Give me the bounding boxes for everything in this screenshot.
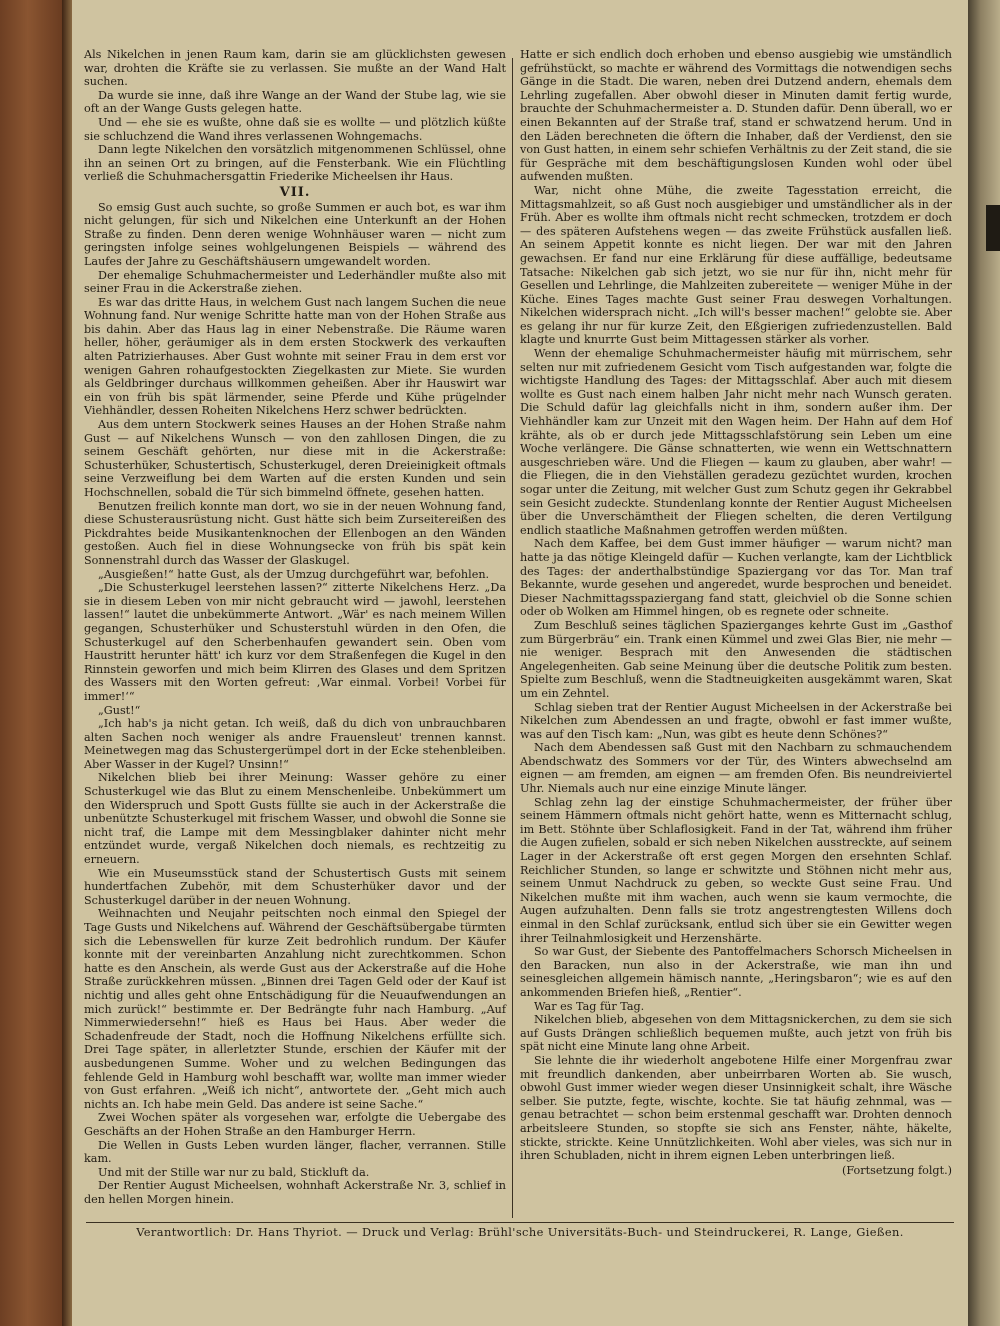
continuation-note: (Fortsetzung folgt.): [841, 1163, 952, 1177]
adjacent-page-print: [986, 205, 1000, 251]
paragraph: Es war das dritte Haus, in welchem Gust nach langem Suchen die neue Wohnung fand. Nur wenige Schritte hatte man von der Hohen Straße aus bis dahin. Aber das Haus lag in einer Nebenstraße. Die Räume waren heller, höher, geräumiger als in dem ersten Stockwerk des verkauften alten Patrizierhauses. Aber Gust wohnte mit seiner Frau in dem erst vor wenigen Gahren rohaufgestockten Ziegelkasten zur Miete. Sie wurden als Geldbringer durchaus willkommen geheißen. Aber ihr Hauswirt war ein von früh bis spät lärmender, seine Pferde und Kühe prügelnder Viehhändler, dessen Roheiten Nikelchens Herz schwer bedrückten.: [84, 295, 506, 418]
left-column: [84, 48, 506, 1206]
paragraph: „Die Schusterkugel leerstehen lassen?“ zitterte Nikelchens Herz. „Da sie in diesem Leben von mir nicht gebraucht wird — jawohl, leerstehen lassen!“ lautet die unbekümmerte Antwort. „Wär' es nach meinem Willen gegangen, Schusterhüker und Schusterstuhl würden in den Ofen, die Schusterkugel auf den Scherbenhaufen gewandert sein. Oben vom Haustritt herunter hätt' ich kurz vor dem Straßenfegen die Kugel in den Rinnstein geworfen und mich beim Klirren des Glases und dem Spritzen des Wassers mit den Worten gefreut: ‚War einmal. Vorbei! Vorbei für immer!‘“: [84, 581, 506, 703]
paragraph: Zwei Wochen später als vorgesehen war, erfolgte die Uebergabe des Geschäfts an der Hohen Straße an den Hamburger Herrn.: [84, 1111, 506, 1138]
paragraph: Schlag zehn lag der einstige Schuhmachermeister, der früher über seinem Hämmern oftmals nicht gehört hatte, wenn es Mitternacht schlug, im Bett. Stöhnte über Schlaflosigkeit. Fand in der Tat, während ihm früher die Augen zufielen, sobald er sich neben Nikelchen ausstreckte, auf seinem Lager in der Ackerstraße oft erst gegen Morgen den ersehnten Schlaf. Reichlicher Stunden, so lange er schwitzte und Stöhnen nicht mehr aus, seinem Unmut Nachdruck zu geben, so weckte Gust seine Frau. Und Nikelchen mußte mit ihm wachen, auch wenn sie kaum vermochte, die Augen aufzuhalten. Denn falls sie trotz angestrengtesten Willens doch einmal in den Schlaf zurücksank, entlud sich über sie ein Gewitter wegen ihrer Teilnahmlosigkeit und Herzenshärte.: [520, 795, 952, 945]
paragraph: Dann legte Nikelchen den vorsätzlich mitgenommenen Schlüssel, ohne ihn an seinen Ort zu bringen, auf die Fensterbank. Wie ein Flüchtling verließ die Schuhmachersgattin Friederike Micheelsen ihr Haus.: [84, 143, 506, 184]
paragraph: Nikelchen blieb bei ihrer Meinung: Wasser gehöre zu einer Schusterkugel wie das Blut zu einem Menschenleibe. Unbekümmert um den Widerspruch und Spott Gusts füllte sie auch in der Ackerstraße die unbenützte Schusterkugel mit frischem Wasser, und obwohl die Sonne sie nicht traf, die Lampe mit dem Messingblaker dahinter nicht mehr entzündet wurde, vergaß Nikelchen doch niemals, es rechtzeitig zu erneuern.: [84, 771, 506, 867]
paragraph: Nikelchen blieb, abgesehen von dem Mittagsnickerchen, zu dem sie sich auf Gusts Drängen schließlich bequemen mußte, auch jetzt von früh bis spät nicht eine Minute lang ohne Arbeit.: [520, 1013, 952, 1054]
book-binding: [0, 0, 62, 1326]
paragraph: War, nicht ohne Mühe, die zweite Tagesstation erreicht, die Mittagsmahlzeit, so aß Gust noch ausgiebiger und umständlicher als in der Früh. Aber es wollte ihm oftmals nicht recht schmecken, trotzdem er doch — des späteren Aufstehens wegen — das zweite Frühstück ausfallen ließ. An seinem Appetit konnte es nicht liegen. Der war mit den Jahren gewachsen. Er fand nur eine Erklärung für diese auffällige, bedeutsame Tatsache: Nikelchen gab sich jetzt, wo sie nur für ihn, nicht mehr für Gesellen und Lehrlinge, die Mahlzeiten zubereitete — weniger Mühe in der Küche. Eines Tages machte Gust seiner Frau deswegen Vorhaltungen. Nikelchen widersprach nicht. „Ich will's besser machen!“ gelobte sie. Aber es gelang ihr nur für kurze Zeit, den Eßgierigen zufriedenzustellen. Bald klagte und knurrte Gust beim Mittagessen stärker als vorher.: [520, 183, 952, 347]
paragraph: Nach dem Kaffee, bei dem Gust immer häufiger — warum nicht? man hatte ja das nötige Kleingeld dafür — Kuchen verlangte, kam der Lichtblick des Tages: der anderthalbstündige Spaziergang vor das Tor. Man traf Bekannte, wurde gesehen und angeredet, wurde besprochen und beneidet. Dieser Nachmittagsspaziergang fand statt, gleichviel ob die Sonne schien oder ob Wolken am Himmel hingen, ob es regnete oder schneite.: [520, 537, 952, 619]
imprint-footer: Verantwortlich: Dr. Hans Thyriot. — Druck und Verlag: Brühl'sche Universitäts-Buch- und Steindruckerei, R. Lange, Gießen.: [136, 1225, 904, 1239]
paragraph: „Ausgießen!“ hatte Gust, als der Umzug durchgeführt war, befohlen.: [98, 567, 490, 581]
paragraph: „Gust!“: [98, 703, 141, 717]
paragraph: Hatte er sich endlich doch erhoben und ebenso ausgiebig wie umständlich gefrühstückt, so machte er während des Vormittags die notwendigen sechs Gänge in die Stadt. Die waren, neben drei Dutzend andern, ehemals dem Lehrling zugefallen. Aber obwohl dieser in Minuten damit fertig wurde, brauchte der Schuhmachermeister a. D. Stunden dafür. Denn überall, wo er einen Bekannten auf der Straße traf, stand er schwatzend herum. Und in den Läden berechneten die öftern die Inhaber, daß der Verdienst, den sie von Gust hatten, in einem sehr schiefen Verhältnis zu der Zeit stand, die sie für Gespräche mit dem beschäftigungslosen Kunden wohl oder übel aufwenden mußten.: [520, 48, 952, 184]
paragraph: Und — ehe sie es wußte, ohne daß sie es wollte — und plötzlich küßte sie schluchzend die Wand ihres verlassenen Wohngemachs.: [84, 115, 506, 143]
paragraph: Nach dem Abendessen saß Gust mit den Nachbarn zu schmauchendem Abendschwatz des Sommers vor der Tür, des Winters abwechselnd am eignen — am fremden, am eignen — am fremden Ofen. Bis neundreiviertel Uhr. Niemals auch nur eine einzige Minute länger.: [520, 741, 952, 796]
paragraph: Und mit der Stille war nur zu bald, Stickluft da.: [98, 1165, 370, 1179]
paragraph: War es Tag für Tag.: [534, 999, 645, 1013]
paragraph: „Ich hab's ja nicht getan. Ich weiß, daß du dich von unbrauchbaren alten Sachen noch weniger als andre Frauensleut' trennen kannst. Meinetwegen mag das Schustergerümpel dort in der Ecke stehenbleiben. Aber Wasser in der Kugel? Unsinn!“: [84, 717, 506, 771]
paragraph: Sie lehnte die ihr wiederholt angebotene Hilfe einer Morgenfrau zwar mit freundlich dankenden, aber unbeirrbaren Worten ab. Sie wusch, obwohl Gust immer wieder wegen dieser Unsinnigkeit schalt, ihre Wäsche selber. Sie putzte, fegte, wischte, kochte. Sie tat häufig zehnmal, was — genau betrachtet — schon beim erstenmal geschafft war. Drohten dennoch arbeitsleere Stunden, so stopfte sie sich ans Fenster, nähte, häkelte, stickte, strickte. Keine Unnützlichkeiten. Wohl aber vieles, was sich nur in ihren Schubladen, nicht in ihrem eignen Leben unterbringen ließ.: [520, 1053, 952, 1163]
paragraph: Benutzen freilich konnte man dort, wo sie in der neuen Wohnung fand, diese Schusterausrüstung nicht. Gust hätte sich beim Zurseitereißen des Pickdrahtes beide Musikantenknochen der Ellenbogen an den Wänden gestoßen. Auch fiel in diese Wohnungsecke von früh bis spät kein Sonnenstrahl durch das Wasser der Glaskugel.: [84, 499, 506, 567]
paragraph: Da wurde sie inne, daß ihre Wange an der Wand der Stube lag, wie sie oft an der Wange Gusts gelegen hatte.: [84, 88, 506, 116]
section-heading: VII.: [279, 184, 311, 200]
paragraph: Der ehemalige Schuhmachermeister und Lederhändler mußte also mit seiner Frau in die Ackerstraße ziehen.: [84, 268, 506, 296]
column-divider: [512, 58, 513, 1218]
paragraph: Weihnachten und Neujahr peitschten noch einmal den Spiegel der Tage Gusts und Nikelchens auf. Während der Geschäftsübergabe türmten sich die Lebenswellen für kurze Zeit bedrohlich rundum. Der Käufer konnte mit der vereinbarten Anzahlung nicht zurechtkommen. Schon hatte es den Anschein, als werde Gust aus der Ackerstraße auf die Hohe Straße zurückkehren müssen. „Binnen drei Tagen Geld oder der Kauf ist nichtig und alles geht ohne Entschädigung für die Neuaufwendungen an mich zurück!“ bestimmte er. Der Bedrängte fuhr nach Hamburg. „Auf Nimmerwiedersehn!“ hieß es Haus bei Haus. Aber weder die Schadenfreude der Stadt, noch die Hoffnung Nikelchens erfüllte sich. Drei Tage später, in allerletzter Stunde, erschien der Käufer mit der ausbedungenen Summe. Woher und zu welchen Bedingungen das fehlende Geld in Hamburg wohl beschafft war, wollte man immer wieder von Gust erfahren. „Weiß ich nicht“, antwortete der. „Geht mich auch nichts an. Ich habe mein Geld. Das andere ist seine Sache.“: [84, 907, 506, 1111]
paragraph: Als Nikelchen in jenen Raum kam, darin sie am glücklichsten gewesen war, drohten die Kräfte sie zu verlassen. Sie mußte an der Wand Halt suchen.: [84, 48, 506, 89]
paragraph: Aus dem untern Stockwerk seines Hauses an der Hohen Straße nahm Gust — auf Nikelchens Wunsch — von den zahllosen Dingen, die zu seinem Geschäft gehörten, nur diese mit in die Ackerstraße: Schusterhüker, Schustertisch, Schusterkugel, deren Dreieinigkeit oftmals seine Verzweiflung bei dem Warten auf die ersten Kunden und sein Hochschnellen, sobald die Tür sich bimmelnd öffnete, gesehen hatten.: [84, 418, 506, 499]
footer-rule: [86, 1222, 954, 1223]
newspaper-page: [72, 0, 968, 1326]
paragraph: Die Wellen in Gusts Leben wurden länger, flacher, verrannen. Stille kam.: [84, 1138, 506, 1166]
adjacent-page-edge: [968, 0, 1000, 1326]
paragraph: So war Gust, der Siebente des Pantoffelmachers Schorsch Micheelsen in den Baracken, nun also in der Ackerstraße, wie man ihn und seinesgleichen allgemein hämisch nannte, „Heringsbaron“; wie es auf den ankommenden Briefen hieß, „Rentier“.: [520, 945, 952, 999]
binding-shadow: [62, 0, 72, 1326]
paragraph: Schlag sieben trat der Rentier August Micheelsen in der Ackerstraße bei Nikelchen zum Abendessen an und fragte, obwohl er fast immer wußte, was auf den Tisch kam: „Nun, was gibt es heute denn Schönes?“: [520, 700, 952, 741]
paragraph: Wie ein Museumsstück stand der Schustertisch Gusts mit seinem hundertfachen Zubehör, mit dem Schusterhüker davor und der Schusterkugel darüber in der neuen Wohnung.: [84, 866, 506, 907]
paragraph: So emsig Gust auch suchte, so große Summen er auch bot, es war ihm nicht gelungen, für sich und Nikelchen eine Unterkunft an der Hohen Straße zu finden. Denn deren wenige Wohnhäuser waren — nicht zum geringsten infolge seines wohlgelungenen Beispiels — während des Laufes der Jahre zu Geschäftshäusern umgewandelt worden.: [84, 200, 506, 268]
paragraph: Wenn der ehemalige Schuhmachermeister häufig mit mürrischem, sehr selten nur mit zufriedenem Gesicht vom Tisch aufgestanden war, folgte die wichtigste Handlung des Tages: der Mittagsschlaf. Aber auch mit diesem wollte es Gust nach einem halben Jahr nicht mehr nach Wunsch geraten. Die Schuld dafür lag gleichfalls nicht in ihm, sondern außer ihm. Der Viehhändler kam zur Unzeit mit den Wagen heim. Der Hahn auf dem Hof krähte, als ob er durch jede Mittagsschlafstörung sein Leben um eine Woche verlängere. Die Gänse schnatterten, wie wenn ein Wettschnattern ausgeschrieben wäre. Und die Fliegen — kaum zu glauben, aber wahr! — die Fliegen, die in den Viehställen geradezu gezüchtet wurden, krochen sogar unter die Zeitung, mit welcher Gust zum Schutz gegen ihr Gekrabbel sein Gesicht zudeckte. Stundenlang konnte der Rentier August Micheelsen über die Unverschämtheit der Fliegen schelten, die deren Vertilgung endlich staatliche Maßnahmen getroffen werden müßten.: [520, 347, 952, 537]
right-column: [520, 48, 952, 1177]
paragraph: Der Rentier August Micheelsen, wohnhaft Ackerstraße Nr. 3, schlief in den hellen Morgen hinein.: [84, 1179, 506, 1206]
paragraph: Zum Beschluß seines täglichen Spazierganges kehrte Gust im „Gasthof zum Bürgerbräu“ ein. Trank einen Kümmel und zwei Glas Bier, nie mehr — nie weniger. Besprach mit den Anwesenden die städtischen Angelegenheiten. Gab seine Meinung über die deutsche Politik zum besten. Spielte zum Beschluß, wenn die Stadtneuigkeiten ausgekämmt waren, Skat um ein Zehntel.: [520, 618, 952, 700]
